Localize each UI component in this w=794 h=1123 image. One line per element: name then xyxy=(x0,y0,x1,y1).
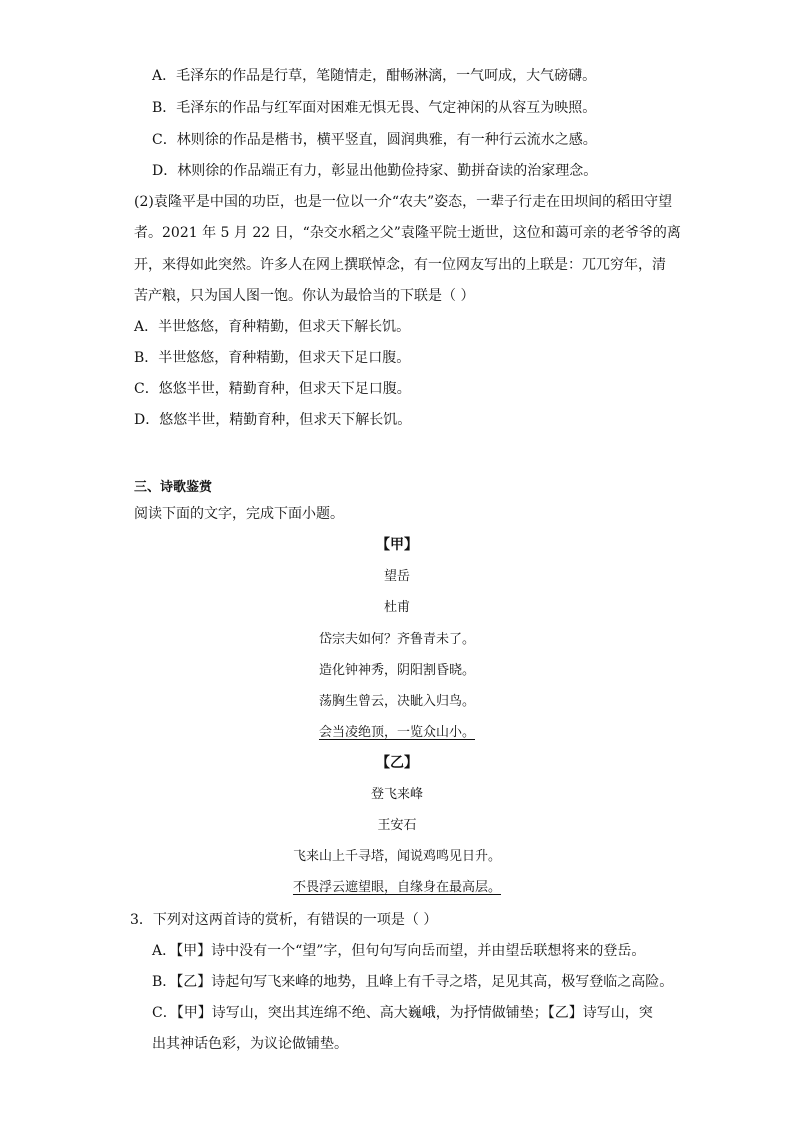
option-c: C．悠悠半世，精勤育种，但求天下足口腹。 xyxy=(134,381,411,397)
option-c-prev: C．林则徐的作品是楷书，横平竖直，圆润典雅，有一种行云流水之感。 xyxy=(152,132,597,148)
underlined-text: 会当凌绝顶，一览众山小。 xyxy=(318,725,475,740)
question-stem-line: 开，来得如此突然。许多人在网上撰联悼念，有一位网友写出的上联是：兀兀穷年，清 xyxy=(134,257,666,273)
question-stem-line: 苦产粮，只为国人图一饱。你认为最恰当的下联是（ ） xyxy=(134,288,475,304)
question-stem-line: 者。2021 年 5 月 22 日，“杂交水稻之父”袁隆平院士逝世，这位和蔼可亲的老爷爷的离 xyxy=(134,225,681,241)
option-a: A．半世悠悠，育种精勤，但求天下解长饥。 xyxy=(134,319,411,335)
option-c-continued: 出其神话色彩，为议论做铺垫。 xyxy=(152,1036,348,1052)
option-d: D．悠悠半世，精勤育种，但求天下解长饥。 xyxy=(134,412,412,428)
underlined-text: 不畏浮云遮望眼，自缘身在最高层。 xyxy=(292,880,501,895)
poem-line: 岱宗夫如何？齐鲁青未了。 xyxy=(318,632,475,647)
option-c: C．【甲】诗写山，突出其连绵不绝、高大巍峨，为抒情做铺垫；【乙】诗写山，突 xyxy=(152,1005,653,1021)
poem-title: 望岳 xyxy=(383,569,410,584)
poem-line-underlined xyxy=(0,878,794,898)
option-a: A．【甲】诗中没有一个“望”字，但句句写向岳而望，并由望岳联想将来的登岳。 xyxy=(152,943,646,959)
poem-marker: 【乙】 xyxy=(376,755,418,771)
poem-line: 荡胸生曾云，决眦入归鸟。 xyxy=(318,694,475,709)
poem-author: 王安石 xyxy=(377,818,417,833)
question-stem-line: (2)袁隆平是中国的功臣，也是一位以一介“农夫”姿态，一辈子行走在田坝间的稻田守望 xyxy=(134,194,673,210)
option-d-prev: D．林则徐的作品端正有力，彰显出他勤俭持家、勤拼奋读的治家理念。 xyxy=(152,163,598,179)
poem-line: 造化钟神秀，阴阳割昏晓。 xyxy=(318,663,475,678)
option-b: B．半世悠悠，育种精勤，但求天下足口腹。 xyxy=(134,350,411,366)
poem-marker: 【甲】 xyxy=(376,537,418,553)
poem-author: 杜甫 xyxy=(383,600,410,615)
poem-line: 飞来山上千寻塔，闻说鸡鸣见日升。 xyxy=(292,849,501,864)
section-heading: 三、诗歌鉴赏 xyxy=(134,480,213,495)
option-b-prev: B．毛泽东的作品与红军面对困难无惧无畏、气定神闲的从容互为映照。 xyxy=(152,100,597,116)
poem-title: 登飞来峰 xyxy=(370,787,423,802)
question-stem: 3．下列对这两首诗的赏析，有错误的一项是（ ） xyxy=(130,912,438,928)
option-b: B．【乙】诗起句写飞来峰的地势，且峰上有千寻之塔，足见其高，极写登临之高险。 xyxy=(152,974,674,990)
poem-line-underlined xyxy=(0,723,794,743)
option-a-prev: A．毛泽东的作品是行草，笔随情走，酣畅淋漓，一气呵成，大气磅礴。 xyxy=(152,68,597,84)
section-instruction: 阅读下面的文字，完成下面小题。 xyxy=(134,506,344,522)
